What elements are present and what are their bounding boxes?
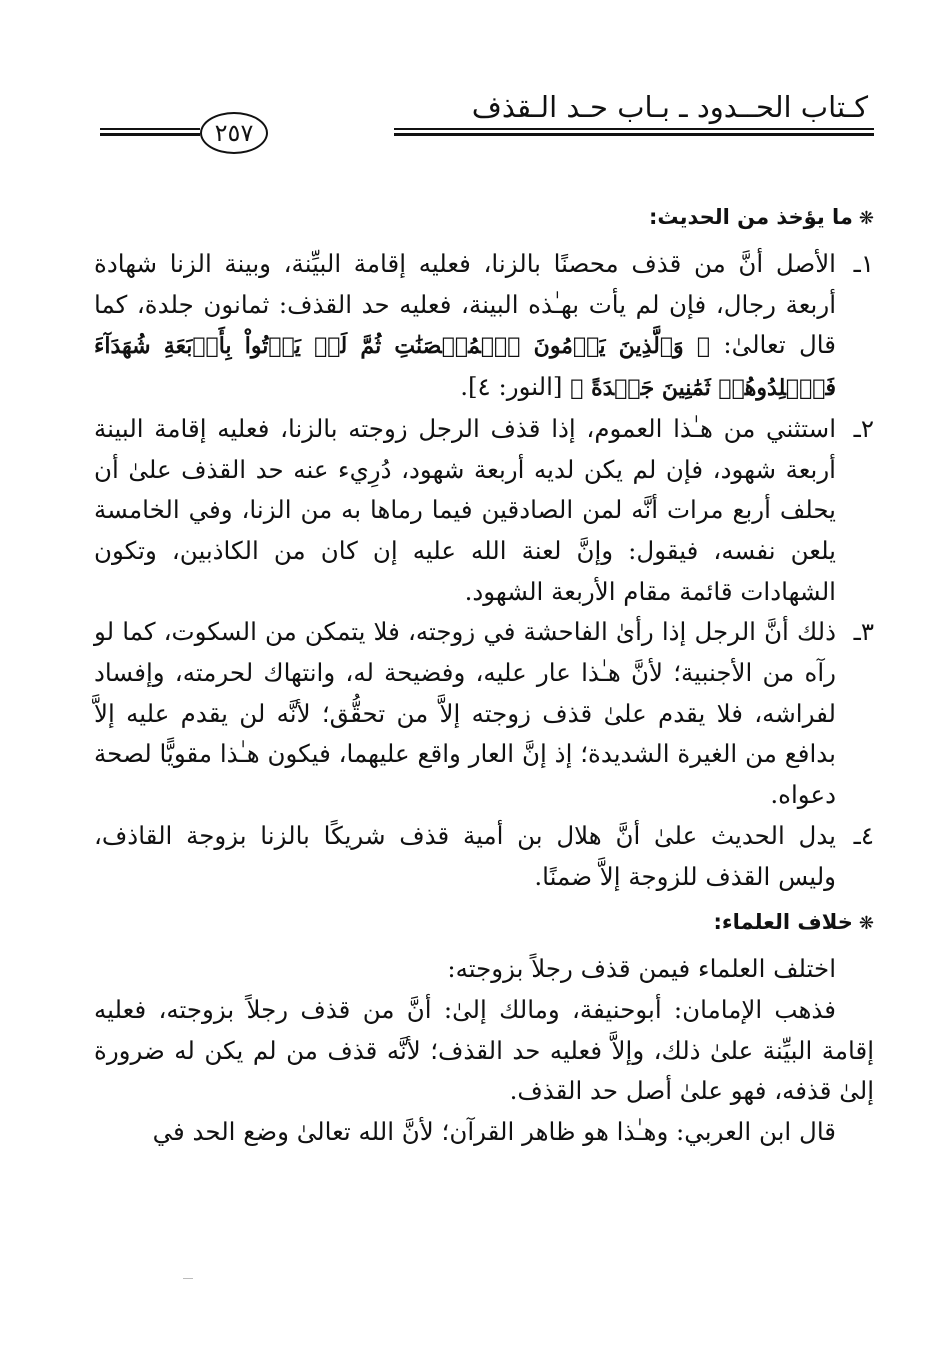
section-heading-text: ما يؤخذ من الحديث: <box>649 205 853 229</box>
item-text: الأصل أنَّ من قذف محصنًا بالزنا، فعليه إقامة البيِّنة، وبينة الزنا شهادة أربعة رجال، فإن لم يأت بهـٰذه البينة، فعليه حد القذف: ثمانون جلدة، كما قال تعالىٰ: <box>94 249 836 360</box>
paragraph: اختلف العلماء فيمن قذف رجلاً بزوجته: <box>447 954 836 984</box>
section-heading <box>94 897 874 949</box>
scan-mark <box>183 1278 193 1280</box>
list-item <box>94 612 874 816</box>
asterisk-icon: ❋ <box>858 913 874 935</box>
verse-citation: [النور: ٤]. <box>460 372 563 402</box>
item-number: ٤ـ <box>853 820 874 850</box>
quran-verse: ﴿ وَٱلَّذِينَ يَرۡمُونَ ٱلۡمُحۡصَنَٰتِ ثُمَّ لَمۡ يَأۡتُواْ بِأَرۡبَعَةِ شُهَدَآءَ فَٱجۡلِدُوهُمۡ ثَمَٰنِينَ جَلۡدَةً ﴾ <box>94 333 836 402</box>
page-number: ٢٥٧ <box>200 112 268 154</box>
asterisk-icon: ❋ <box>858 208 874 229</box>
paragraph: قال ابن العربي: وهـٰذا هو ظاهر القرآن؛ لأنَّ الله تعالىٰ وضع الحد في <box>152 1117 836 1147</box>
header-rule <box>100 133 200 136</box>
header-rule <box>100 128 200 130</box>
item-text: استثني من هـٰذا العموم، إذا قذف الرجل زوجته بالزنا، فعليه إقامة البينة أربعة شهود، فإن لم يكن لديه أربعة شهود، دُرِيء عنه حد القذف علىٰ أن يحلف أربع مرات أنَّه لمن الصادقين فيما رماها به من الزنا، وفي الخامسة يلعن نفسه، فيقول: وإنَّ لعنة الله عليه إن كان من الكاذبين، وتكون الشهادات قائمة مقام الأربعة الشهود. <box>94 413 836 606</box>
item-number: ٢ـ <box>853 413 874 443</box>
item-text: ذلك أنَّ الرجل إذا رأىٰ الفاحشة في زوجته، فلا يتمكن من السكوت، كما لو رآه من الأجنبية؛ لأنَّ هـٰذا عار عليه، وفضيحة له، وانتهاك لحرمته، وإفساد لفراشه، فلا يقدم علىٰ قذف زوجته إلاَّ من تحقُّق؛ لأنَّه لن يقدم عليه إلاَّ بدافع من الغيرة الشديدة؛ إذ إنَّ العار واقع عليهما، فيكون هـٰذا مقويًّا لصحة دعواه. <box>94 617 836 810</box>
list-item <box>94 816 874 897</box>
running-title: كـتاب الحــدود ـ بـاب حـد الـقذف <box>471 90 868 124</box>
header-rule <box>394 133 874 136</box>
section-heading-text: خلاف العلماء: <box>713 910 853 935</box>
page-header <box>94 82 874 162</box>
paragraph: فذهب الإمامان: أبوحنيفة، ومالك إلىٰ: أنَّ من قذف رجلاً بزوجته، فعليه إقامة البيِّنة علىٰ ذلك، وإلاَّ فعليه حد القذف؛ لأنَّه قذف من لم يكن له ضرورة إلىٰ قذفه، فهو علىٰ أصل حد القذف. <box>94 994 874 1106</box>
list-item <box>94 409 874 613</box>
list-item <box>94 244 874 409</box>
item-number: ١ـ <box>853 249 874 278</box>
item-text: يدل الحديث علىٰ أنَّ هلال بن أمية قذف شريكًا بالزنا بزوجة القاذف، وليس القذف للزوجة إلاَّ ضمنًا. <box>94 820 836 891</box>
header-rule <box>394 128 874 130</box>
page-body <box>94 192 874 1153</box>
item-number: ٣ـ <box>853 617 874 647</box>
section-heading <box>94 192 874 244</box>
